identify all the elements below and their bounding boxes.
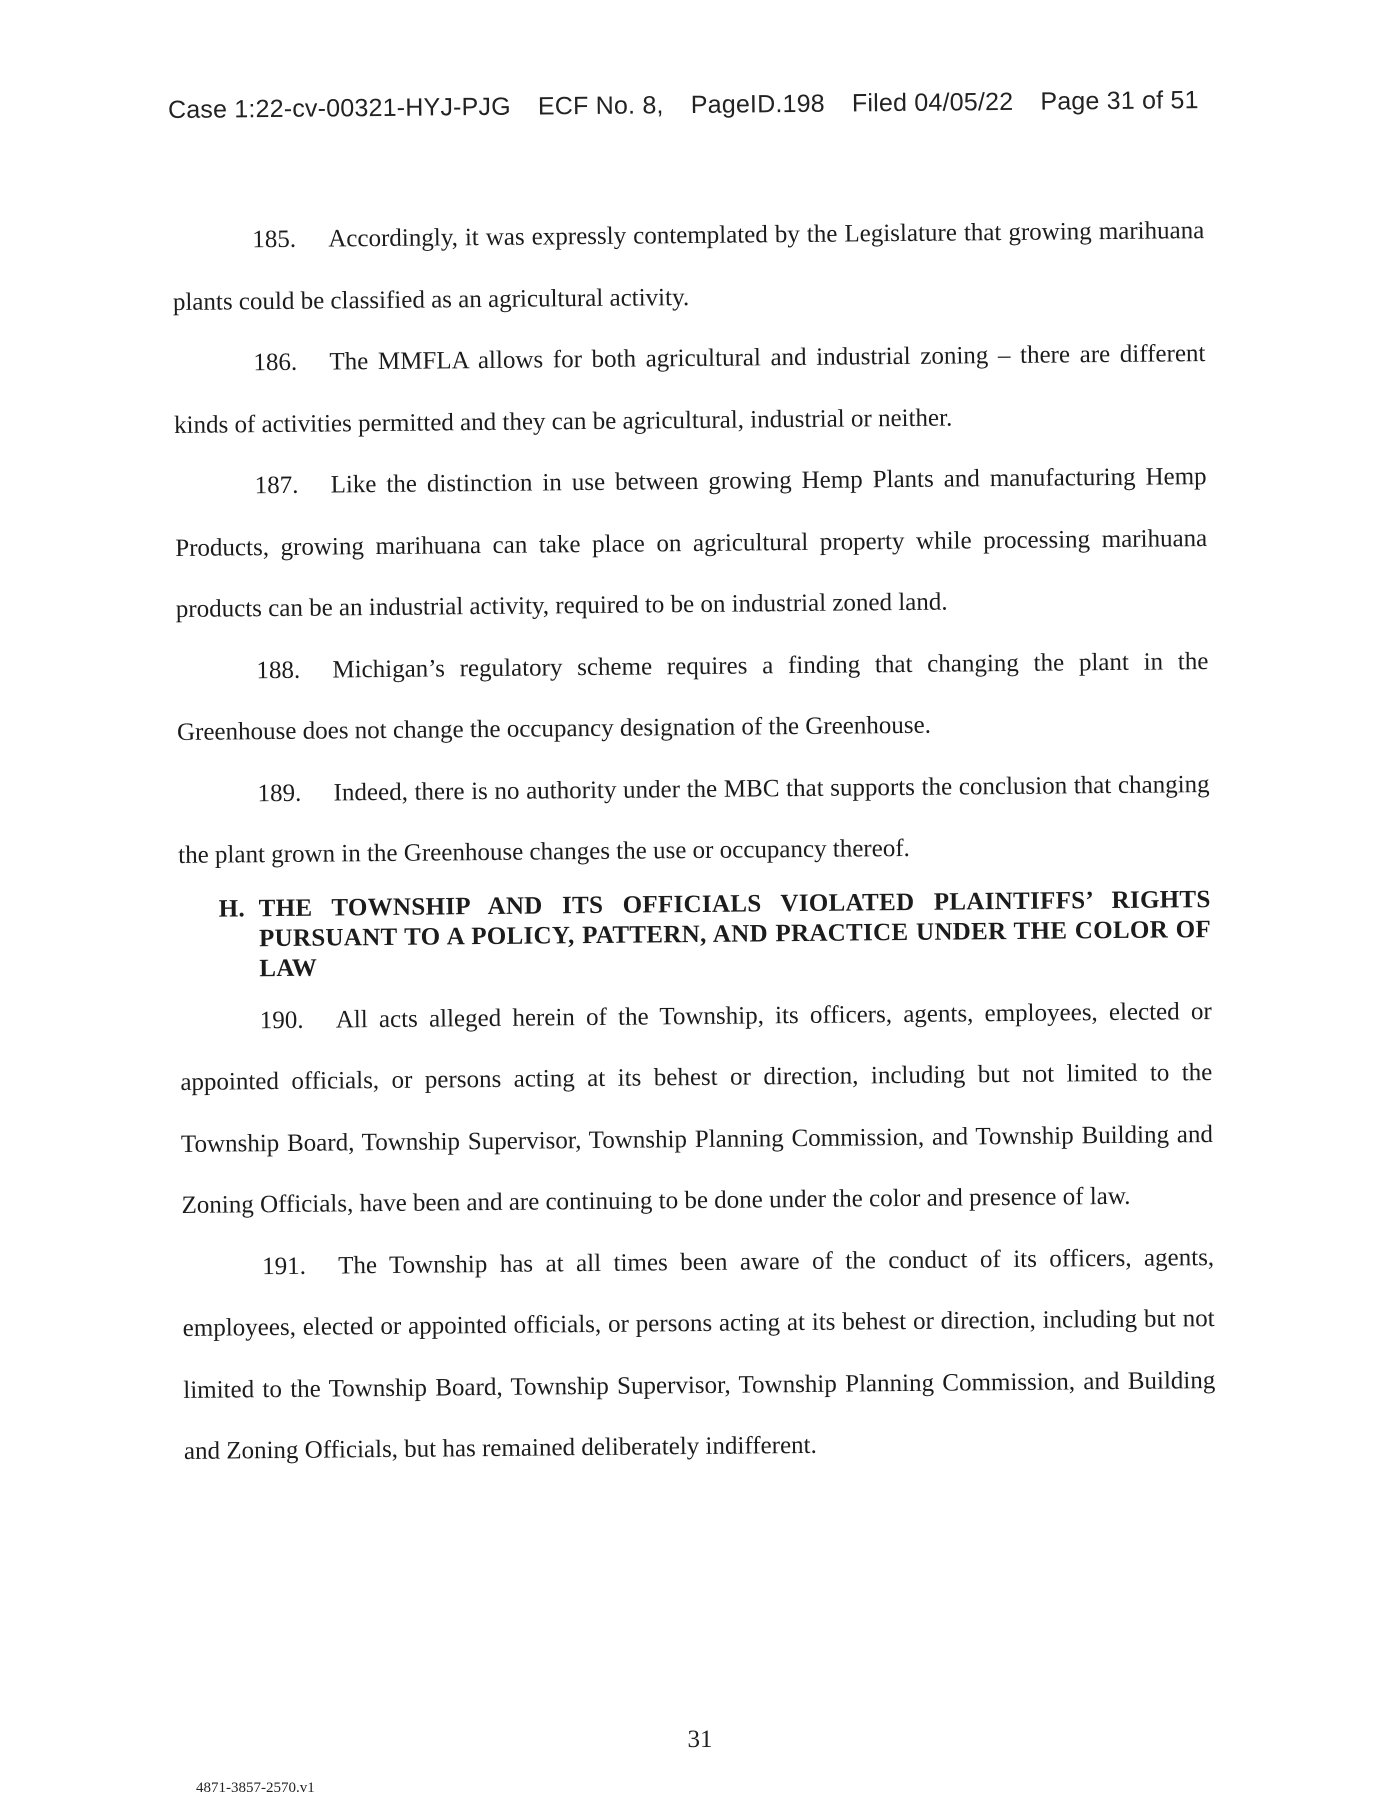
section-heading-text: THE TOWNSHIP AND ITS OFFICIALS VIOLATED PLAINTIFFS’ RIGHTS PURSUANT TO A POLICY, PATTERN, AND PRACTICE UNDER THE COLOR OF LAW [258,885,1212,982]
document-id: 4871-3857-2570.v1 [196,1780,315,1796]
paragraph-187 [174,446,1208,640]
paragraph-number: 185. [252,225,297,254]
case-header [168,86,1208,125]
paragraph-text: Michigan’s regulatory scheme requires a finding that changing the plant in the Greenhouse does not change the occupancy designation of the Greenhouse. [176,647,1209,746]
page-number: 31 [687,1726,713,1753]
paragraph-number: 187. [254,471,299,500]
page-id: PageID.198 [690,89,825,119]
page-of: Page 31 of 51 [1040,86,1199,116]
paragraph-text: Like the distinction in use between growing Hemp Plants and manufacturing Hemp Products, growing marihuana can take place on agricultural property while processing marihuana products can be an industrial activity, required to be on industrial zoned land. [175,463,1208,623]
paragraph-186 [173,323,1206,456]
paragraph-text: Indeed, there is no authority under the MBC that supports the conclusion that changing the plant grown in the Greenhouse changes the use or occupancy thereof. [178,770,1210,869]
paragraph-number: 189. [257,779,302,807]
paragraph-188 [176,631,1209,764]
paragraph-text: The MMFLA allows for both agricultural and industrial zoning – there are different kinds of activities permitted and they can be agricultural, industrial or neither. [173,340,1206,439]
paragraph-189 [177,754,1210,887]
paragraph-text: Accordingly, it was expressly contemplated by the Legislature that growing marihuana plants could be classified as an agricultural activity. [172,217,1205,316]
paragraph-185 [172,200,1205,333]
document-body [172,200,1216,1482]
paragraph-number: 190. [259,1006,304,1034]
section-heading [219,885,1212,985]
paragraph-text: All acts alleged herein of the Township, its officers, agents, employees, elected or appointed officials, or persons acting at its behest or direction, including but not limited to the Township Board, Township Supervisor, Township Planning Commission, and Township Building and Zoning Officials, have been and are continuing to be done under the color and presence of law. [180,997,1214,1219]
paragraph-191 [182,1227,1216,1483]
section-letter: H. [218,894,246,923]
paragraph-number: 186. [253,348,298,377]
filed-date: Filed 04/05/22 [851,87,1014,118]
paragraph-text: The Township has at all times been aware of the conduct of its officers, agents, employees, elected or appointed officials, or persons acting at its behest or direction, including but not limited to the Township Board, Township Supervisor, Township Planning Commission, and Building and Zoning Officials, but has remained deliberately indifferent. [182,1243,1216,1465]
paragraph-190 [179,981,1213,1237]
case-number: Case 1:22-cv-00321-HYJ-PJG [167,92,511,124]
paragraph-number: 188. [256,656,301,684]
ecf-number: ECF No. 8, [537,91,664,121]
paragraph-number: 191. [262,1252,307,1280]
